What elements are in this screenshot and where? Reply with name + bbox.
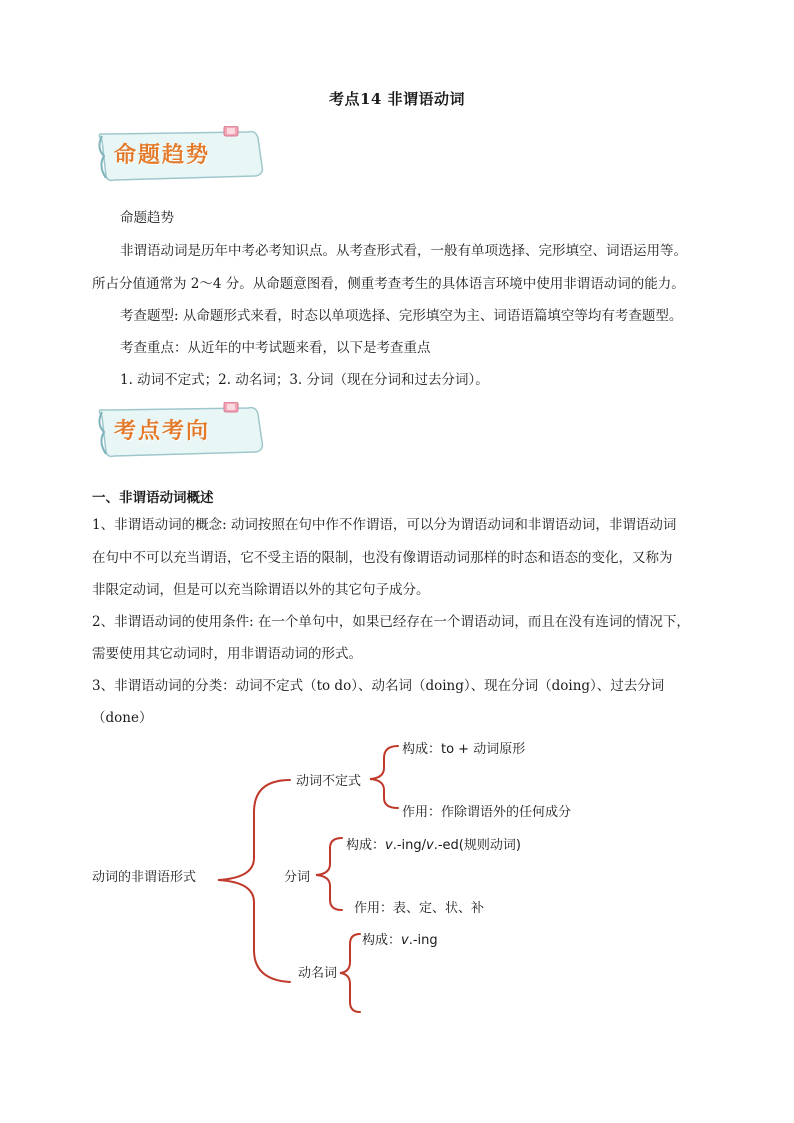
diagram-participle-form: 构成：v.-ing/v.-ed(规则动词) bbox=[346, 838, 521, 853]
classification-line-2: （done） bbox=[92, 710, 153, 726]
concept-line-2: 在句中不可以充当谓语，它不受主语的限制，也没有像谓语动词那样的时态和语态的变化，又称为 bbox=[92, 550, 673, 566]
trend-paragraph-1a: 非谓语动词是历年中考必考知识点。从考查形式看，一般有单项选择、完形填空、词语运用等。 bbox=[120, 243, 687, 259]
diagram-gerund: 动名词 bbox=[298, 966, 338, 981]
main-brace bbox=[218, 780, 290, 982]
trend-paragraph-4: 1. 动词不定式；2. 动名词；3. 分词（现在分词和过去分词）。 bbox=[120, 372, 489, 388]
condition-line-1: 2、非谓语动词的使用条件: 在一个单句中，如果已经存在一个谓语动词，而且在没有连词的情况下， bbox=[92, 614, 690, 630]
banner-points-text: 考点考向 bbox=[114, 419, 211, 444]
concept-line-3: 非限定动词，但是可以充当除谓语以外的其它句子成分。 bbox=[92, 582, 430, 598]
participle-brace bbox=[316, 838, 342, 910]
gerund-brace bbox=[340, 934, 360, 1012]
trend-paragraph-2: 考查题型: 从命题形式来看，时态以单项选择、完形填空为主、词语语篇填空等均有考查题型。 bbox=[120, 308, 683, 324]
diagram-participle: 分词 bbox=[284, 870, 311, 885]
diagram-participle-use: 作用：表、定、状、补 bbox=[354, 901, 485, 916]
classification-line-1: 3、非谓语动词的分类：动词不定式（to do）、动名词（doing）、现在分词（doing）、过去分词 bbox=[92, 678, 665, 694]
section-heading: 一、非谓语动词概述 bbox=[92, 490, 214, 506]
trend-paragraph-3: 考查重点：从近年的中考试题来看，以下是考查重点 bbox=[120, 340, 431, 356]
trend-paragraph-1b: 所占分值通常为 2～4 分。从命题意图看，侧重考查考生的具体语言环境中使用非谓语动词的能力。 bbox=[92, 276, 685, 292]
infinitive-brace bbox=[370, 746, 398, 808]
condition-line-2: 需要使用其它动词时，用非谓语动词的形式。 bbox=[92, 646, 362, 662]
diagram-infinitive-form: 构成：to + 动词原形 bbox=[402, 742, 526, 757]
banner-trend-text: 命题趋势 bbox=[114, 143, 211, 168]
diagram-infinitive-use: 作用：作除谓语外的任何成分 bbox=[402, 805, 572, 820]
diagram-infinitive: 动词不定式 bbox=[296, 774, 362, 789]
diagram-root: 动词的非谓语形式 bbox=[92, 870, 197, 885]
concept-line-1: 1、非谓语动词的概念: 动词按照在句中作不作谓语，可以分为谓语动词和非谓语动词，非谓语动词 bbox=[92, 517, 677, 533]
diagram-gerund-form: 构成：v.-ing bbox=[362, 933, 438, 948]
trend-heading: 命题趋势 bbox=[120, 210, 174, 226]
page-title: 考点14 非谓语动词 bbox=[328, 90, 466, 108]
